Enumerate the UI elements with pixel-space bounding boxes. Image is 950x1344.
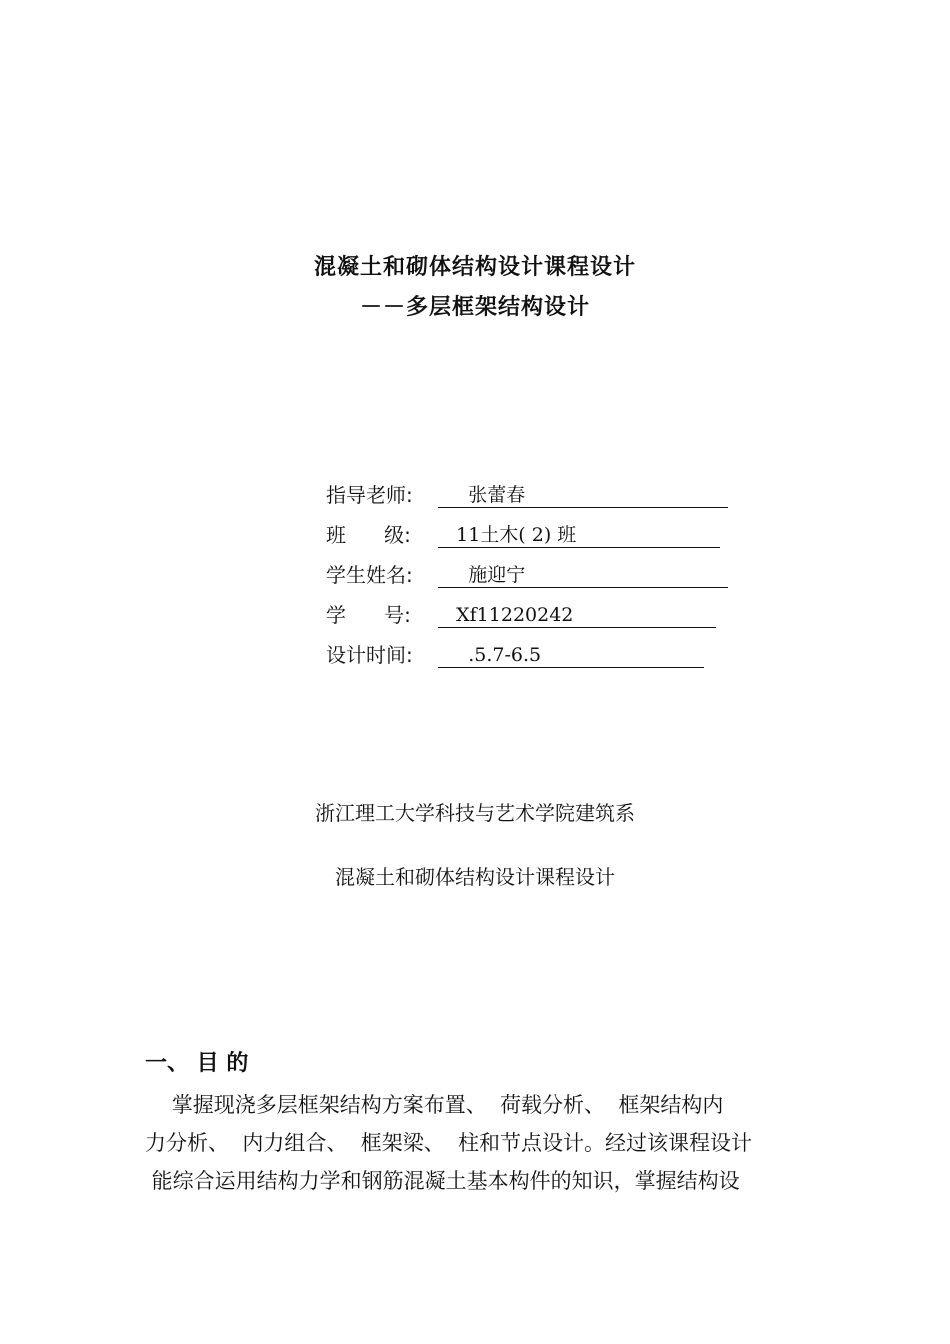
- info-row-student-name: [326, 558, 728, 588]
- info-value: .5.7-6.5: [438, 642, 704, 668]
- paragraph-line: 掌握现浇多层框架结构方案布置、 荷载分析、 框架结构内: [145, 1093, 724, 1117]
- paragraph-line: 力分析、 内力组合、 框架梁、 柱和节点设计。经过该课程设计: [145, 1131, 753, 1155]
- info-label: 指导老师:: [326, 483, 413, 507]
- paragraph-line: 能综合运用结构力学和钢筋混凝土基本构件的知识，掌握结构设: [145, 1169, 740, 1193]
- info-value: Xf11220242: [438, 602, 716, 628]
- institution-name: 浙江理工大学科技与艺术学院建筑系: [315, 801, 635, 825]
- info-value: 施迎宁: [438, 562, 728, 588]
- document-subtitle: －－多层框架结构设计: [359, 295, 590, 320]
- info-label: 学生姓名:: [326, 563, 413, 587]
- info-label: 学 号:: [326, 603, 411, 627]
- info-label: 班 级:: [326, 523, 411, 547]
- info-value: 张蕾春: [438, 482, 728, 508]
- section-paragraph: [145, 1086, 815, 1200]
- course-title: 混凝土和砌体结构设计课程设计: [335, 865, 615, 889]
- info-row-advisor: [326, 478, 728, 508]
- info-label: 设计时间:: [326, 643, 413, 667]
- section-heading: 一、 目 的: [145, 1051, 249, 1076]
- info-value: 11土木( 2) 班: [438, 522, 720, 548]
- info-row-class: [326, 518, 720, 548]
- info-row-design-time: [326, 638, 704, 668]
- info-row-student-id: [326, 598, 716, 628]
- document-title: 混凝土和砌体结构设计课程设计: [313, 255, 636, 280]
